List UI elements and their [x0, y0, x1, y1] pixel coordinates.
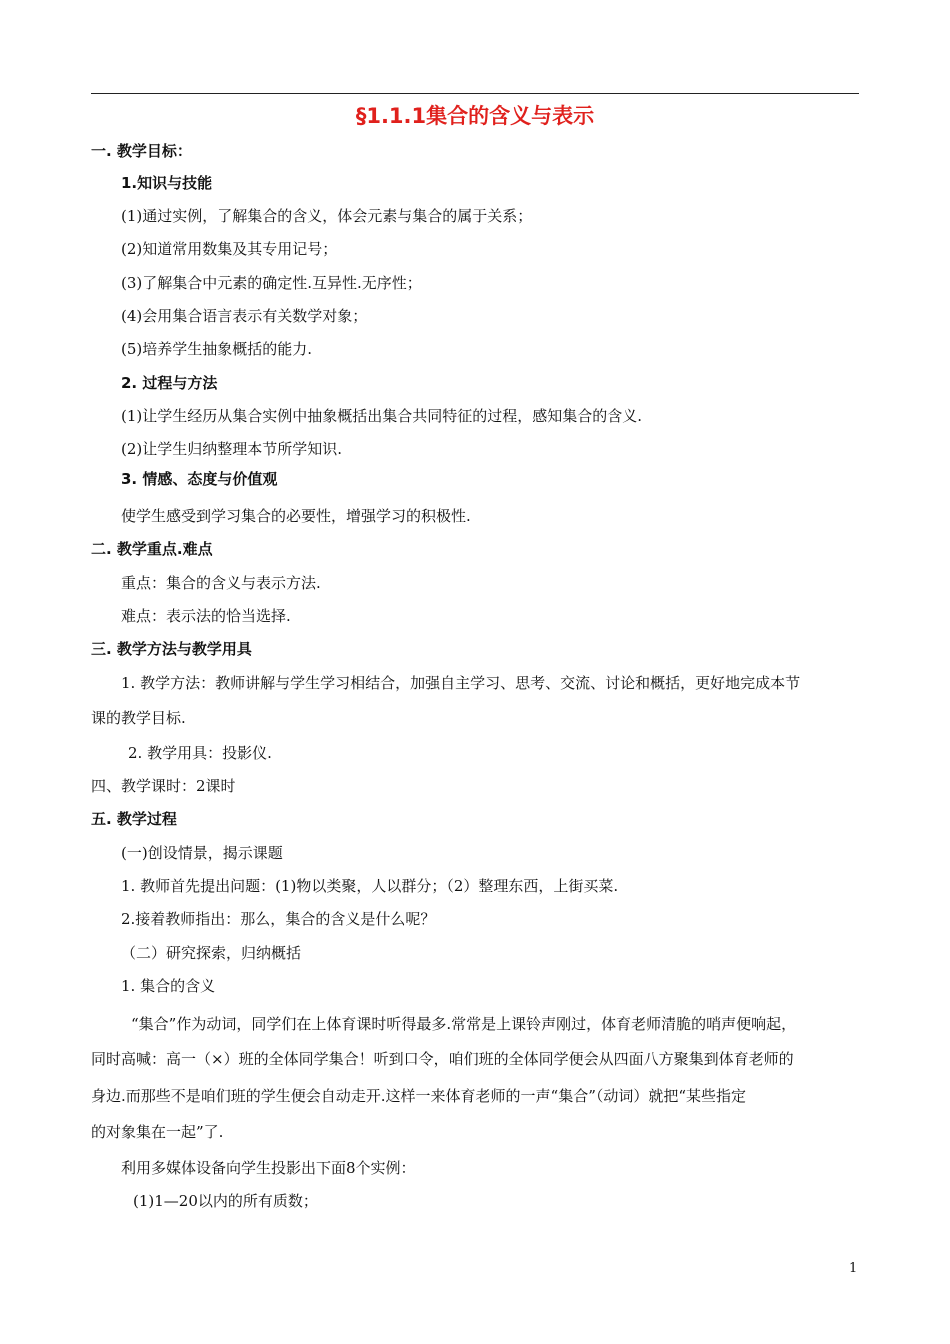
page-title: §1.1.1集合的含义与表示: [355, 104, 595, 128]
text-line: (5)培养学生抽象概括的能力.: [121, 340, 313, 358]
paragraph-line: 的对象集在一起”了.: [91, 1123, 224, 1141]
text-line: 1. 集合的含义: [121, 977, 216, 995]
text-line: 1. 教学方法：教师讲解与学生学习相结合，加强自主学习、思考、交流、讨论和概括，更好地完成本节: [121, 674, 801, 692]
paragraph-line: 同时高喊：高一（×）班的全体同学集合！听到口令，咱们班的全体同学便会从四面八方聚集到体育老师的: [91, 1050, 794, 1068]
section-heading: 二. 教学重点.难点: [91, 540, 213, 558]
text-line: 难点：表示法的恰当选择.: [121, 607, 291, 625]
section-heading: 三. 教学方法与教学用具: [91, 640, 252, 658]
section-heading: 一. 教学目标：: [91, 142, 192, 160]
text-line: (4)会用集合语言表示有关数学对象；: [121, 307, 368, 325]
section-heading: 五. 教学过程: [91, 810, 177, 828]
subsection-heading: 2. 过程与方法: [121, 374, 218, 392]
text-line: (2)让学生归纳整理本节所学知识.: [121, 440, 343, 458]
text-line: (1)让学生经历从集合实例中抽象概括出集合共同特征的过程，感知集合的含义.: [121, 407, 643, 425]
text-line: 2.接着教师指出：那么，集合的含义是什么呢？: [121, 910, 436, 928]
text-line: 1. 教师首先提出问题：(1)物以类聚，人以群分；（2）整理东西，上街买菜.: [121, 877, 619, 895]
text-line: （二）研究探索，归纳概括: [121, 944, 302, 962]
paragraph-line: 身边.而那些不是咱们班的学生便会自动走开.这样一来体育老师的一声“集合”（动词）就把“某些指定: [91, 1087, 747, 1105]
text-line: 课的教学目标.: [91, 709, 186, 727]
subsection-heading: 1.知识与技能: [121, 174, 213, 192]
text-line: (3)了解集合中元素的确定性.互异性.无序性；: [121, 274, 422, 292]
text-line: 利用多媒体设备向学生投影出下面8个实例：: [121, 1159, 416, 1177]
text-line: 使学生感受到学习集合的必要性，增强学习的积极性.: [121, 507, 471, 525]
section-heading: 四、教学课时：2课时: [91, 777, 236, 795]
text-line: 2. 教学用具：投影仪.: [128, 744, 272, 762]
paragraph-line: “集合”作为动词，同学们在上体育课时听得最多.常常是上课铃声刚过，体育老师清脆的哨声便响起，: [131, 1015, 797, 1033]
text-line: 重点：集合的含义与表示方法.: [121, 574, 321, 592]
header-rule: [91, 93, 859, 94]
page-number: 1: [849, 1261, 858, 1276]
subsection-heading: 3. 情感、态度与价值观: [121, 470, 278, 488]
text-line: (2)知道常用数集及其专用记号；: [121, 240, 338, 258]
text-line: (1)1—20以内的所有质数；: [133, 1192, 318, 1210]
text-line: (1)通过实例，了解集合的含义，体会元素与集合的属于关系；: [121, 207, 533, 225]
text-line: (一)创设情景，揭示课题: [121, 844, 283, 862]
